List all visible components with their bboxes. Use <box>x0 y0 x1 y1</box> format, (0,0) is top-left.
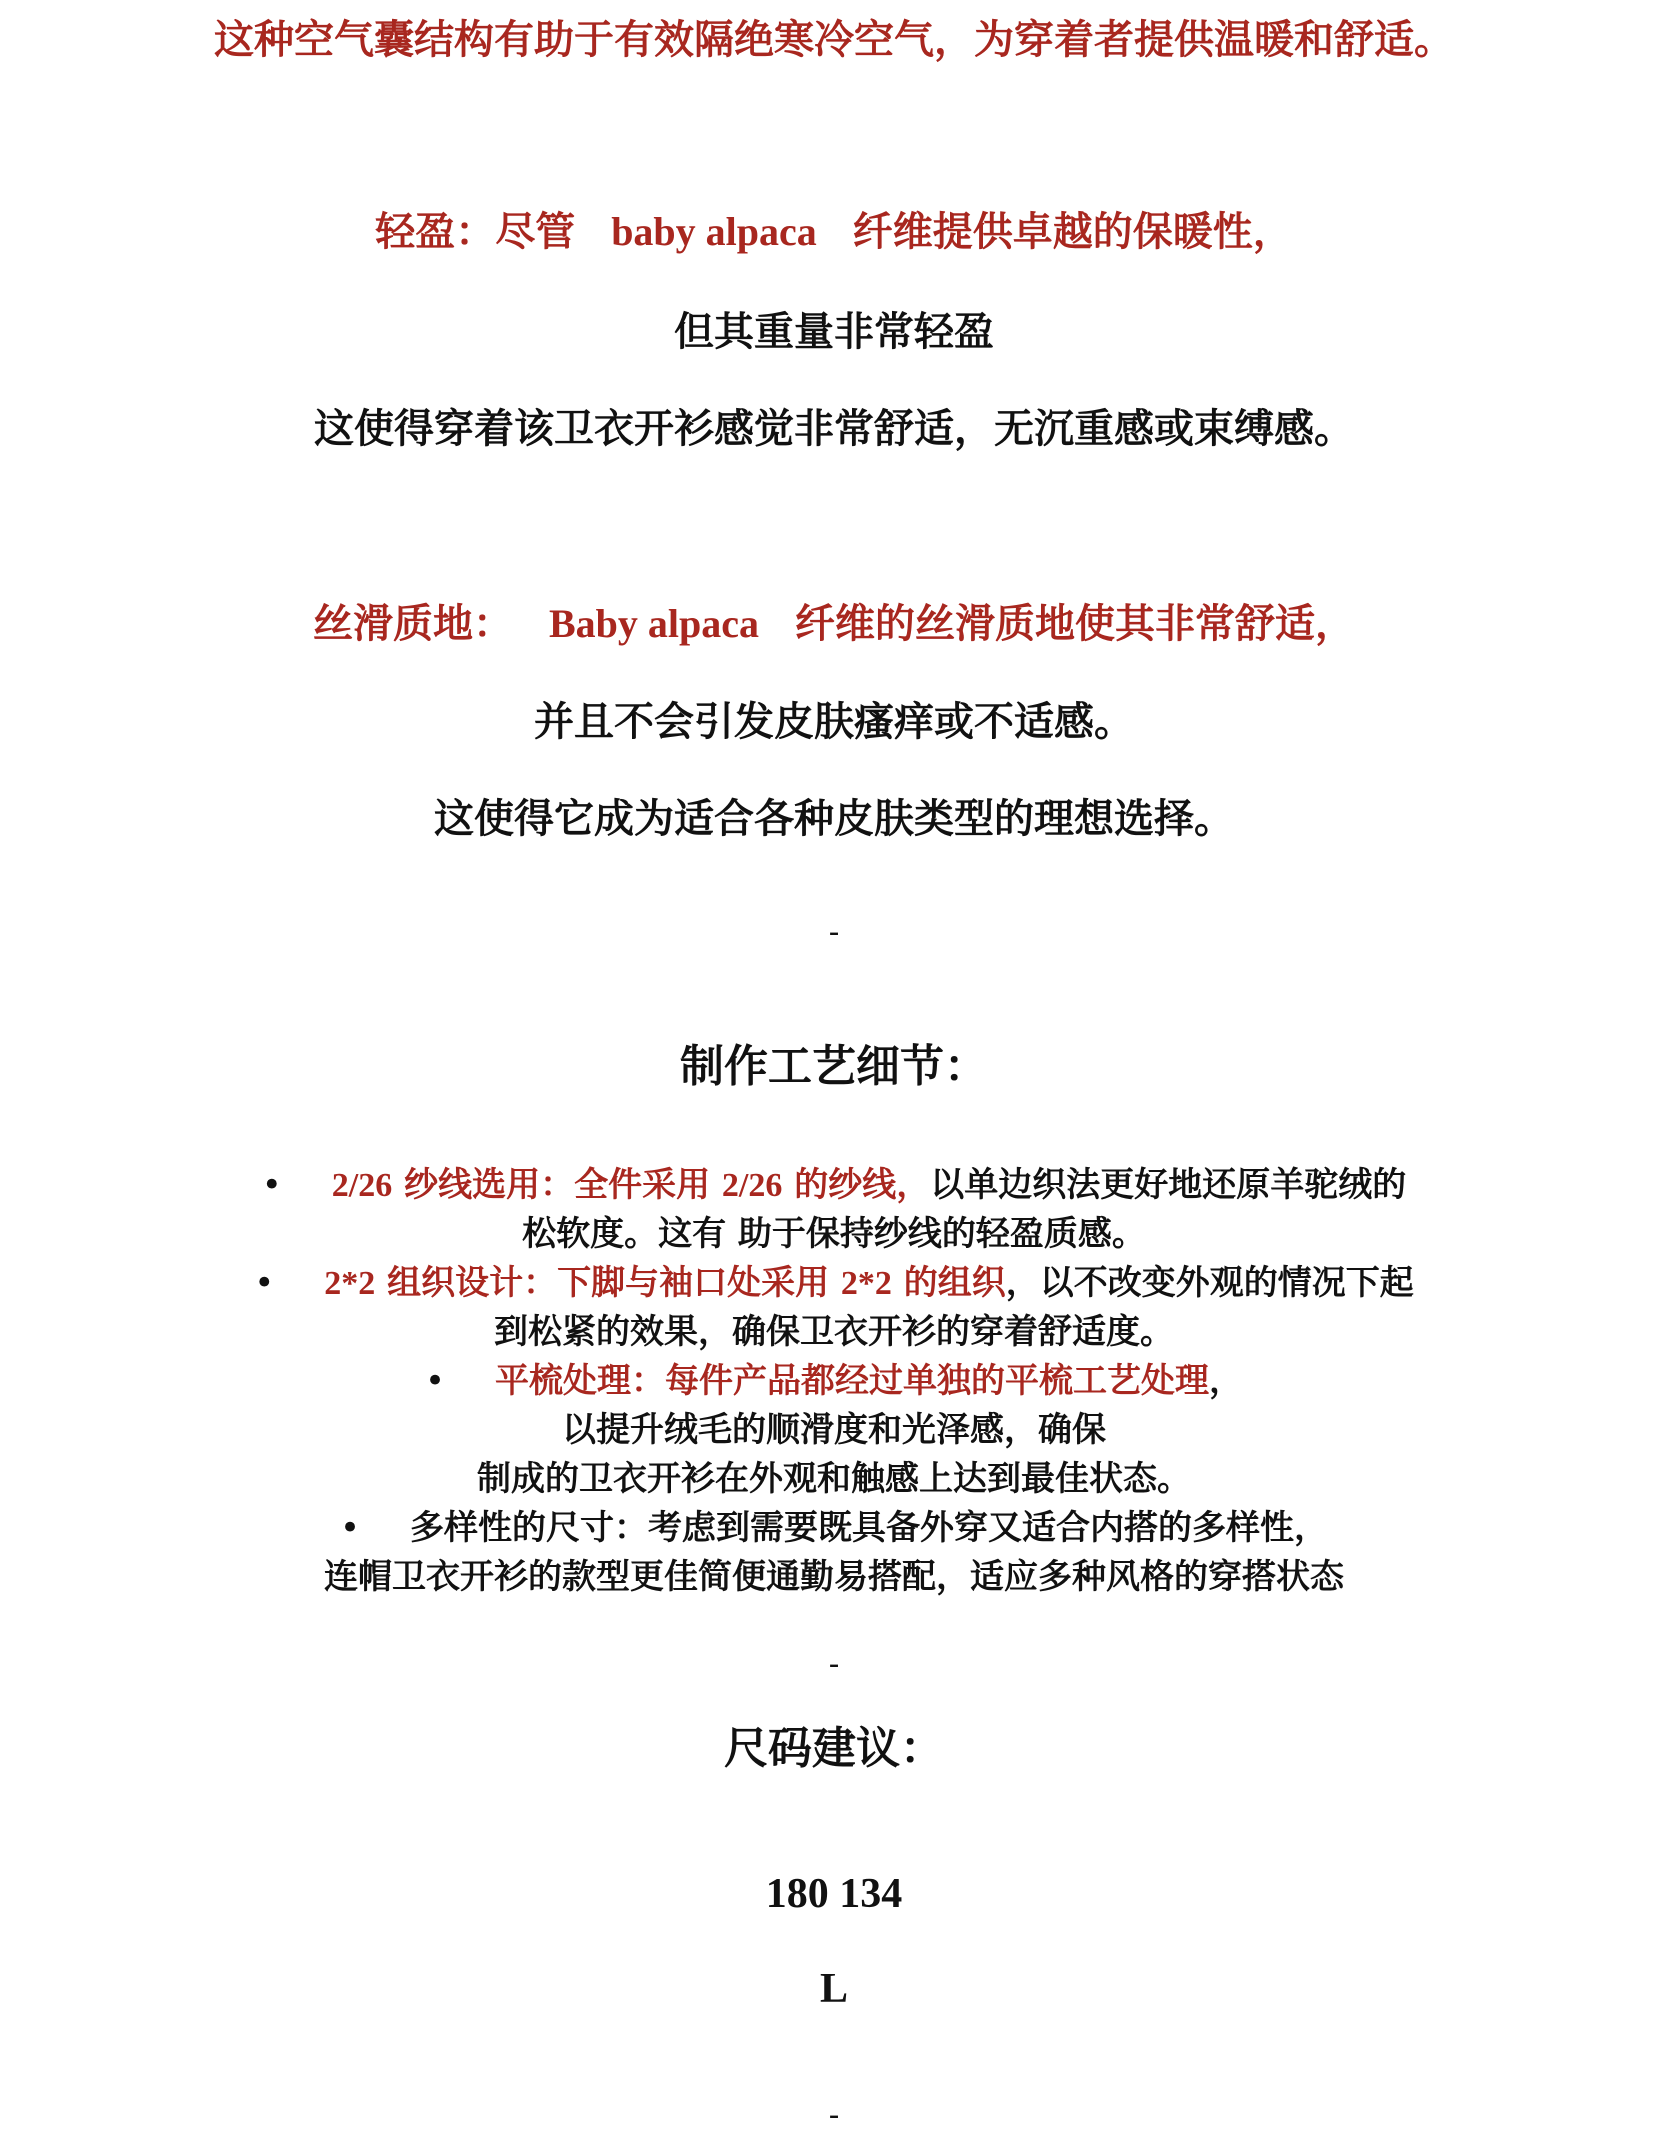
craft-heading: 制作工艺细节： <box>680 1041 988 1092</box>
craft-item-4-cont-text: 连帽卫衣开衫的款型更佳简便通勤易搭配，适应多种风格的穿搭状态 <box>324 1557 1344 1597</box>
craft-item-1-cont-text: 松软度。这有 助于保持纱线的轻盈质感。 <box>522 1214 1146 1254</box>
craft-item-3 <box>0 1353 1668 1402</box>
separator-1: - <box>828 915 840 950</box>
sizing-heading: 尺码建议： <box>724 1723 944 1774</box>
craft-item-3-cont-1-text: 以提升绒毛的顺滑度和光泽感，确保 <box>562 1410 1106 1450</box>
craft-item-1 <box>0 1157 1668 1206</box>
separator-2: - <box>828 1647 840 1682</box>
light-line-3-text: 这使得穿着该卫衣开衫感觉非常舒适，无沉重感或束缚感。 <box>314 406 1354 452</box>
silky-line-2 <box>0 690 1668 747</box>
intro-text: 这种空气囊结构有助于有效隔绝寒冷空气，为穿着者提供温暖和舒适。 <box>214 17 1454 63</box>
craft-item-1-num2: 2/26 <box>721 1167 783 1204</box>
craft-item-2-red1: 组织设计：下脚与袖口处采用 <box>387 1263 830 1303</box>
craft-item-1-cont <box>0 1206 1668 1255</box>
bullet-icon: • <box>261 1165 282 1205</box>
craft-item-2 <box>0 1255 1668 1304</box>
light-title-rest: 纤维提供卓越的保暖性， <box>852 209 1293 255</box>
silky-title-rest: 纤维的丝滑质地使其非常舒适， <box>794 601 1355 647</box>
craft-item-3-cont-2 <box>0 1451 1668 1500</box>
bullet-icon: • <box>254 1263 275 1303</box>
craft-item-3-cont-2-text: 制成的卫衣开衫在外观和触感上达到最佳状态。 <box>477 1459 1191 1499</box>
size-measure: 180 134 <box>765 1871 903 1917</box>
light-title-en: baby alpaca <box>611 209 817 254</box>
craft-item-1-num: 2/26 <box>331 1167 393 1204</box>
craft-item-2-num: 2*2 <box>324 1265 376 1302</box>
silky-line-2-text: 并且不会引发皮肤瘙痒或不适感。 <box>534 699 1134 745</box>
light-title <box>0 200 1668 257</box>
craft-item-4 <box>0 1500 1668 1549</box>
light-title-prefix: 轻盈：尽管 <box>375 209 576 255</box>
craft-item-2-cont <box>0 1304 1668 1353</box>
craft-item-3-red: 平梳处理：每件产品都经过单独的平梳工艺处理 <box>495 1361 1209 1401</box>
craft-item-3-cont-1 <box>0 1402 1668 1451</box>
intro-line <box>0 8 1668 65</box>
craft-item-2-num2: 2*2 <box>840 1265 892 1302</box>
bullet-icon: • <box>425 1361 446 1401</box>
craft-item-1-black: 以单边织法更好地还原羊驼绒的 <box>930 1165 1407 1205</box>
silky-title <box>0 592 1668 649</box>
silky-line-3-text: 这使得它成为适合各种皮肤类型的理想选择。 <box>434 796 1234 842</box>
craft-item-4-black: 多样性的尺寸：考虑到需要既具备外穿又适合内搭的多样性， <box>410 1508 1328 1548</box>
craft-item-4-cont <box>0 1549 1668 1598</box>
craft-item-2-red2: 的组织 <box>903 1263 1006 1303</box>
light-line-2-text: 但其重量非常轻盈 <box>674 309 994 355</box>
light-line-3 <box>0 397 1668 454</box>
silky-line-3 <box>0 787 1668 844</box>
craft-item-1-red2: 的纱线， <box>794 1165 931 1205</box>
separator-3: - <box>828 2098 840 2133</box>
craft-item-3-black: ， <box>1209 1361 1243 1401</box>
light-line-2 <box>0 300 1668 357</box>
size-label: L <box>819 1966 848 2012</box>
bullet-icon: • <box>340 1508 361 1548</box>
silky-title-en: Baby alpaca <box>548 601 760 646</box>
craft-item-1-red1: 纱线选用：全件采用 <box>404 1165 711 1205</box>
craft-item-2-black: ，以不改变外观的情况下起 <box>1005 1263 1414 1303</box>
craft-item-2-cont-text: 到松紧的效果，确保卫衣开衫的穿着舒适度。 <box>494 1312 1174 1352</box>
silky-title-prefix: 丝滑质地： <box>313 601 514 647</box>
